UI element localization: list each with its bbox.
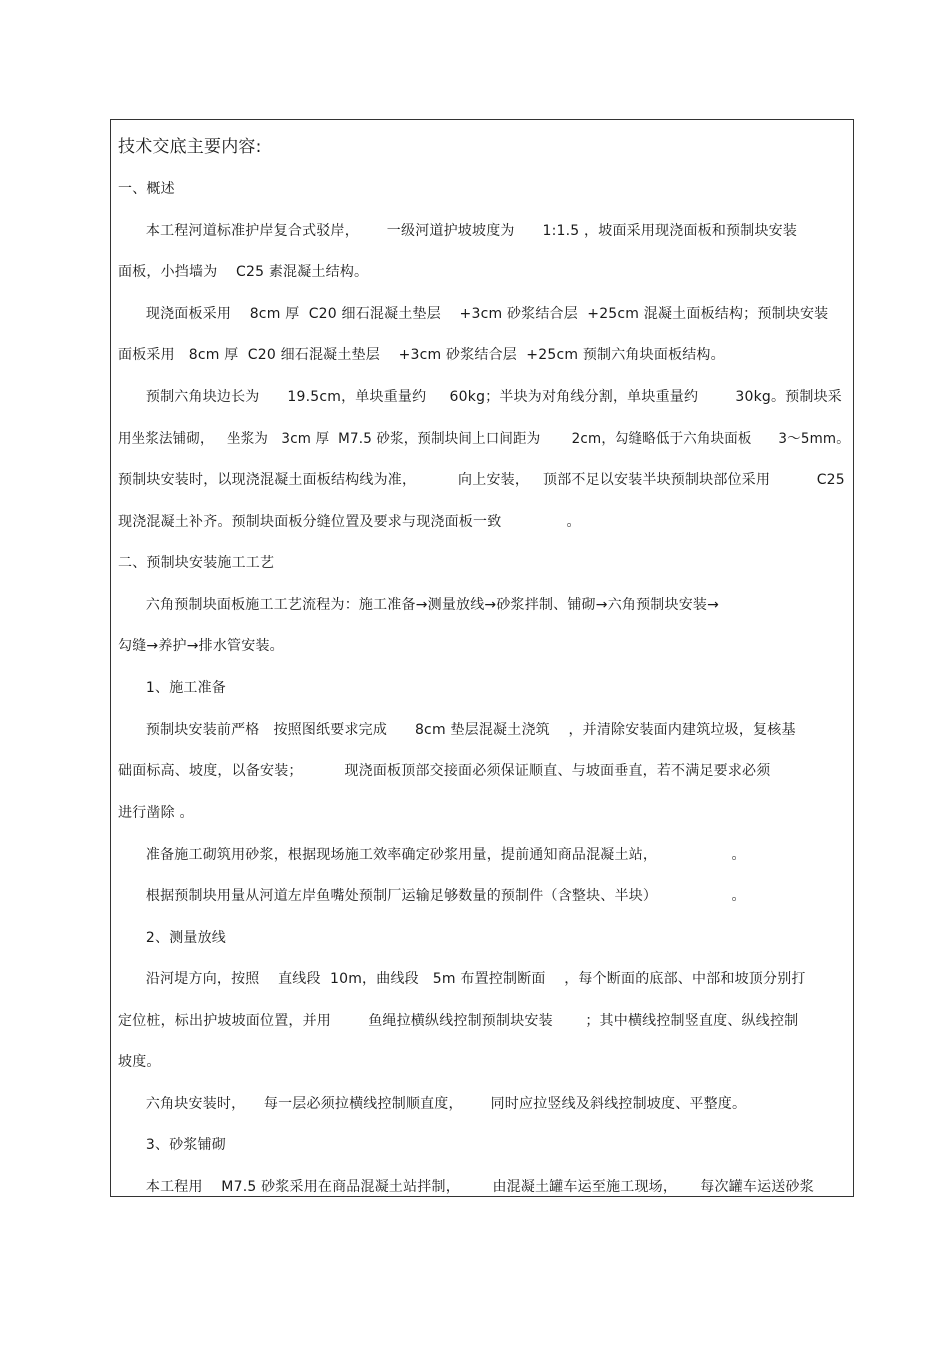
paragraph-line: 本工程用 M7.5 砂浆采用在商品混凝土站拌制， 由混凝土罐车运至施工现场， 每次罐车运送砂浆 [118, 1179, 814, 1195]
paragraph-line: 础面标高、坡度，以备安装； 现浇面板顶部交接面必须保证顺直、与坡面垂直，若不满足要求必须 [118, 763, 771, 779]
paragraph-line: 预制六角块边长为 19.5cm，单块重量约 60kg；半块为对角线分割，单块重量约 30kg。预制块采 [118, 389, 842, 405]
section-heading: 一、概述 [118, 181, 175, 197]
subsection-heading: 3、砂浆铺砌 [118, 1137, 227, 1153]
paragraph-line: 进行凿除 。 [118, 805, 194, 821]
paragraph-line: 勾缝→养护→排水管安装。 [118, 638, 284, 654]
paragraph-line: 预制块安装前严格 按照图纸要求完成 8cm 垫层混凝土浇筑 ，并清除安装面内建筑垃圾，复核基 [118, 722, 796, 738]
paragraph-line: 准备施工砌筑用砂浆，根据现场施工效率确定砂浆用量，提前通知商品混凝土站， 。 [118, 847, 746, 863]
paragraph-line: 坡度。 [118, 1054, 161, 1070]
paragraph-line: 六角预制块面板施工工艺流程为：施工准备→测量放线→砂浆拌制、铺砌→六角预制块安装→ [118, 597, 720, 613]
subsection-heading: 2、测量放线 [118, 930, 227, 946]
paragraph-line: 用坐浆法铺砌， 坐浆为 3cm 厚 M7.5 砂浆，预制块间上口间距为 2cm，勾缝略低于六角块面板 3～5mm。 [118, 431, 850, 447]
paragraph-line: 沿河堤方向，按照 直线段 10m，曲线段 5m 布置控制断面 ，每个断面的底部、中部和坡顶分别打 [118, 971, 806, 987]
paragraph-line: 预制块安装时，以现浇混凝土面板结构线为准， 向上安装， 顶部不足以安装半块预制块部位采用 C25 [118, 472, 845, 488]
paragraph-line: 面板，小挡墙为 C25 素混凝土结构。 [118, 264, 369, 280]
subsection-heading: 1、施工准备 [118, 680, 227, 696]
section-heading: 二、预制块安装施工工艺 [118, 555, 275, 571]
document-title: 技术交底主要内容: [118, 137, 262, 157]
paragraph-line: 六角块安装时， 每一层必须拉横线控制顺直度， 同时应拉竖线及斜线控制坡度、平整度。 [118, 1096, 747, 1112]
paragraph-line: 本工程河道标准护岸复合式驳岸， 一级河道护坡坡度为 1:1.5 ，坡面采用现浇面板和预制块安装 [118, 223, 798, 239]
paragraph-line: 现浇混凝土补齐。预制块面板分缝位置及要求与现浇面板一致 。 [118, 514, 581, 530]
paragraph-line: 面板采用 8cm 厚 C20 细石混凝土垫层 +3cm 砂浆结合层 +25cm 预制六角块面板结构。 [118, 347, 725, 363]
paragraph-line: 定位桩，标出护坡坡面位置，并用 鱼绳拉横纵线控制预制块安装 ；其中横线控制竖直度、纵线控制 [118, 1013, 799, 1029]
paragraph-line: 根据预制块用量从河道左岸鱼嘴处预制厂运输足够数量的预制件（含整块、半块） 。 [118, 888, 746, 904]
paragraph-line: 现浇面板采用 8cm 厚 C20 细石混凝土垫层 +3cm 砂浆结合层 +25cm 混凝土面板结构；预制块安装 [118, 306, 829, 322]
